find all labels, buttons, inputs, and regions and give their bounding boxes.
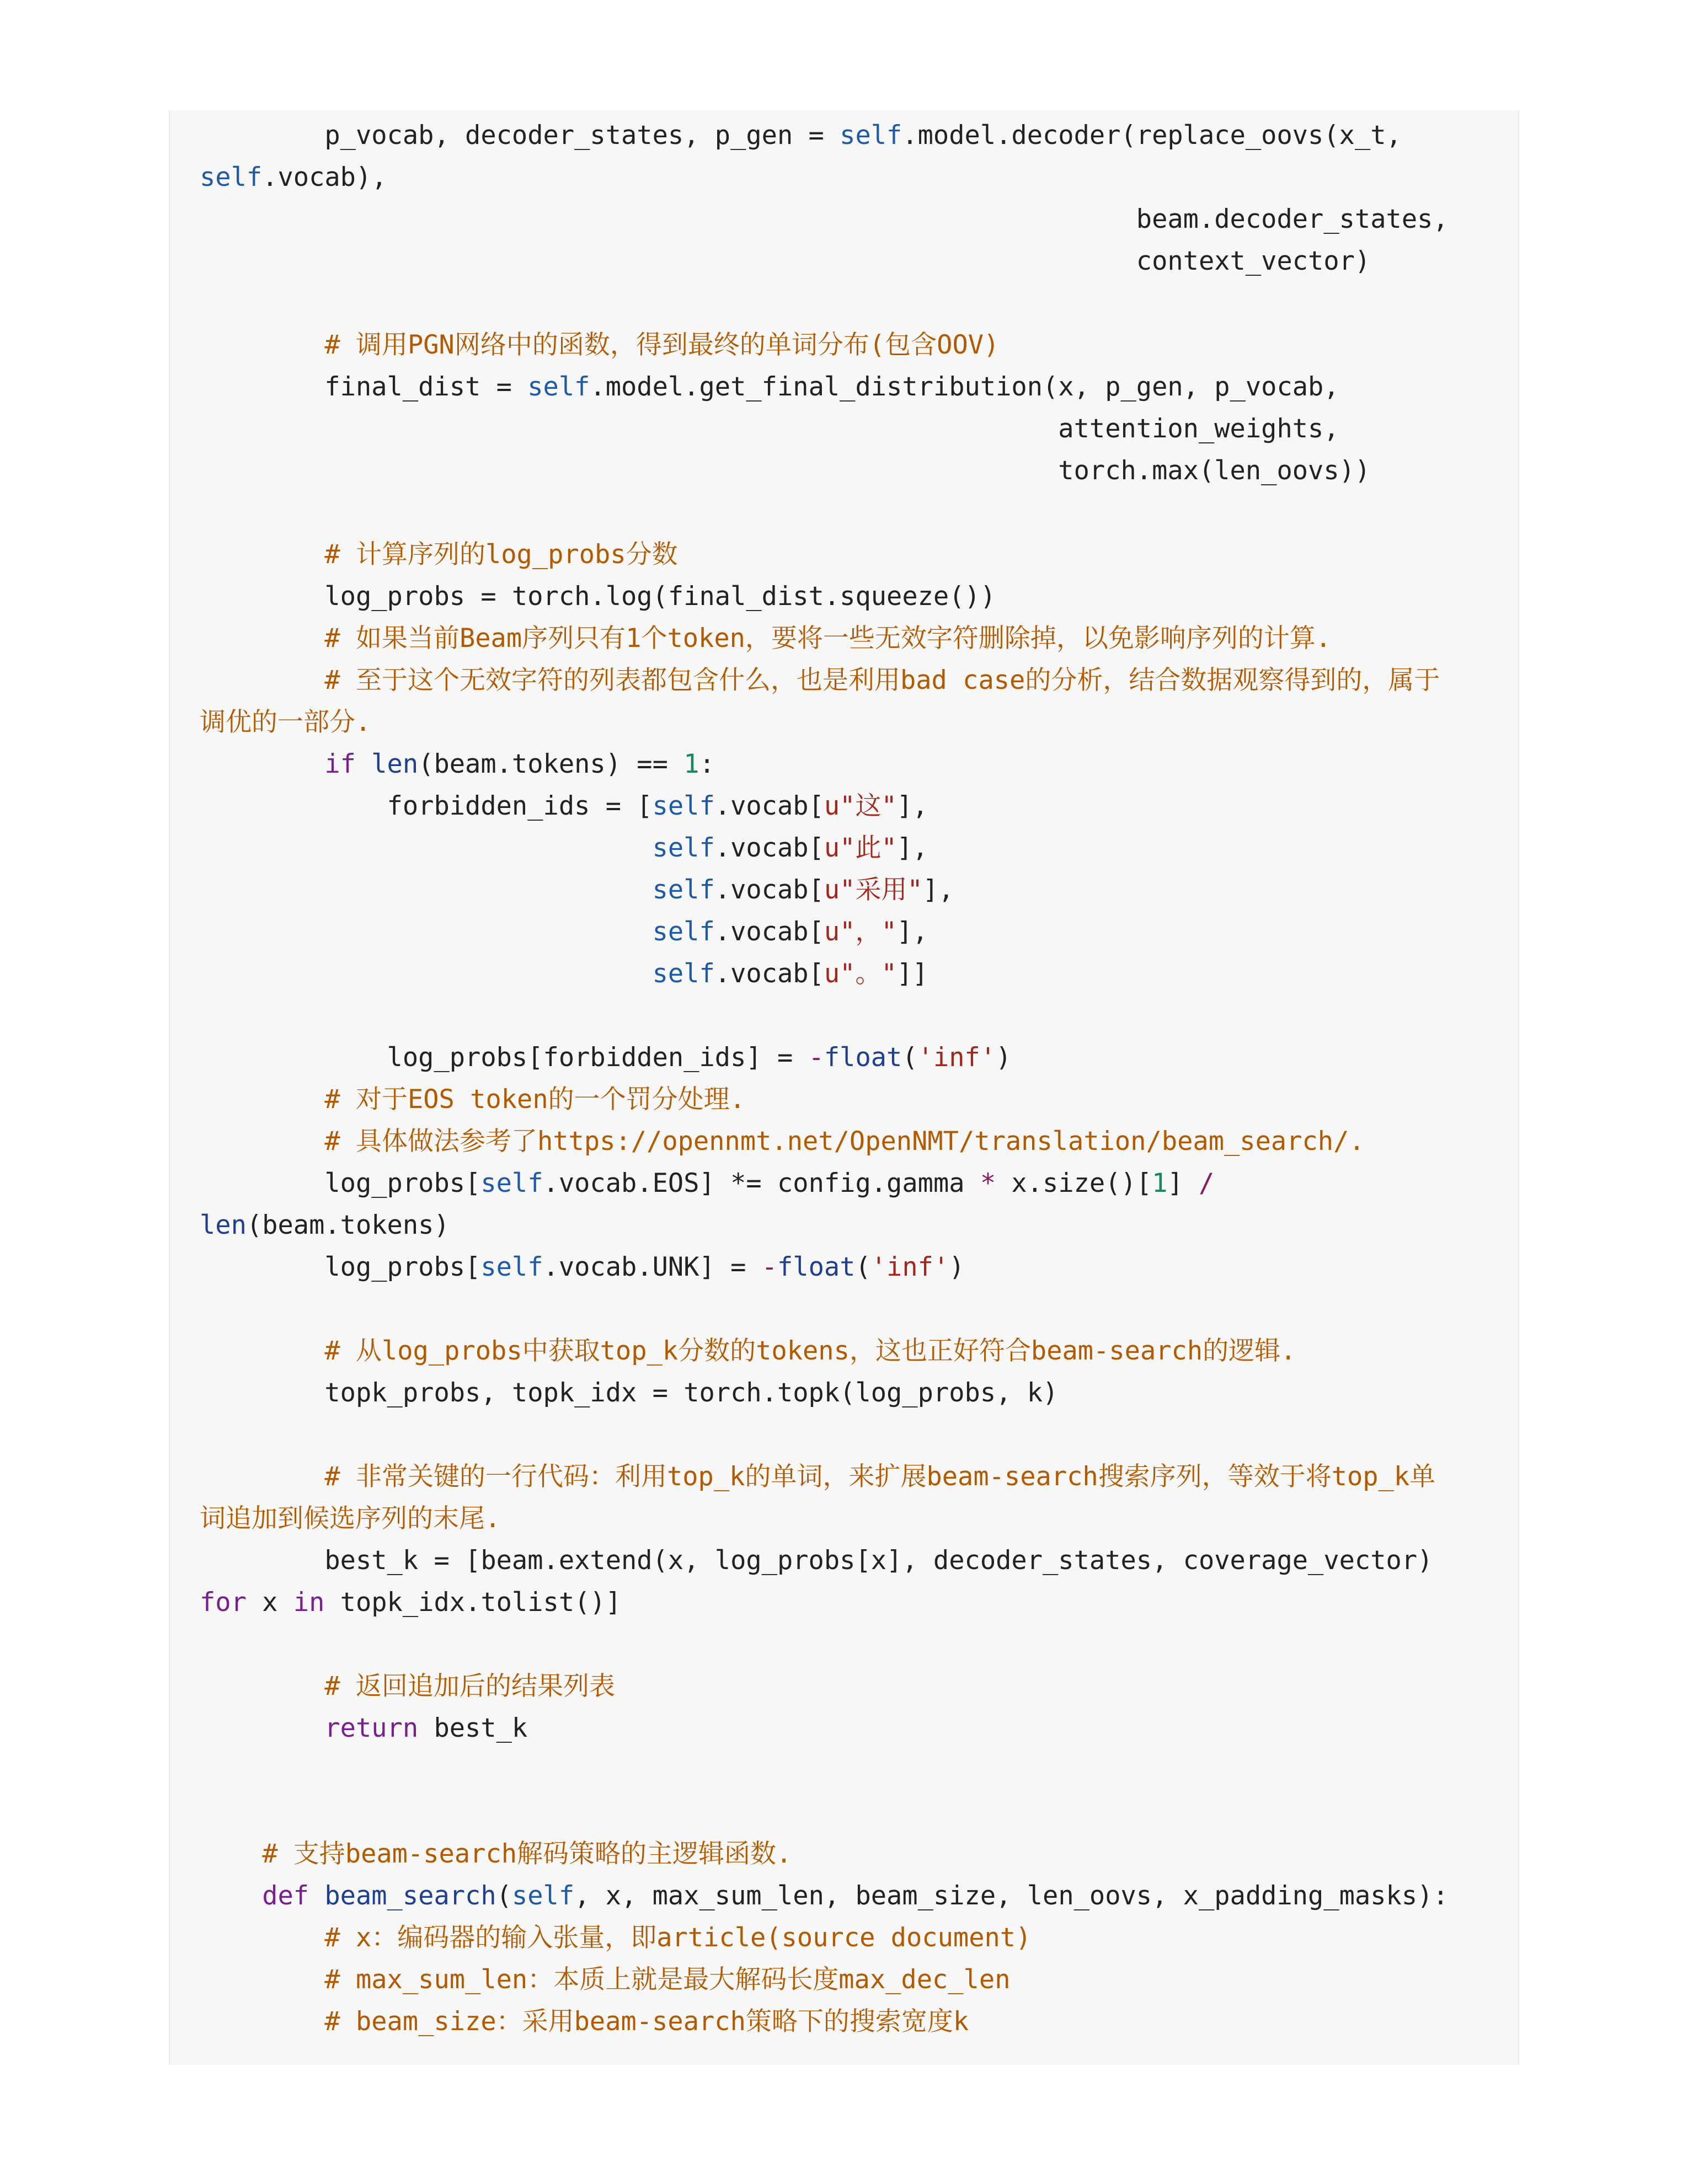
code-token: / [1199,1168,1215,1198]
code-token: in [293,1587,325,1618]
code-token: forbidden_ids = [ [200,791,653,821]
code-line [200,240,1449,282]
code-line [200,827,1449,869]
code-token [200,1126,324,1157]
code-token: self [480,1168,543,1198]
code-line [200,1037,1449,1079]
code-token: ) [996,1042,1012,1073]
code-token [200,2006,324,2037]
code-comment: # 支持beam-search解码策略的主逻辑函数. [262,1839,792,1869]
code-line [200,1707,1449,1749]
code-token: .vocab[ [714,791,824,821]
code-line [200,1414,1449,1456]
code-token [200,330,324,360]
code-token: len [200,1210,247,1240]
code-token: ( [496,1881,512,1911]
code-token: ] [1167,1168,1199,1198]
code-line [200,1288,1449,1330]
code-line [200,1875,1449,1917]
code-lines [200,115,1449,2043]
code-token [200,917,653,947]
code-token: x [246,1587,293,1618]
code-comment: # max_sum_len：本质上就是最大解码长度max_dec_len [324,1964,1011,1995]
code-token: self [652,959,715,989]
code-comment: 词追加到候选序列的末尾. [200,1503,501,1534]
code-token: log_probs = torch.log(final_dist.squeeze()) [200,581,996,612]
code-token [356,749,371,779]
code-comment: # 至于这个无效字符的列表都包含什么，也是利用bad case的分析，结合数据观察得到的，属于 [324,665,1440,695]
code-token: u"，" [824,917,897,947]
code-line [200,534,1449,576]
code-line [200,1666,1449,1707]
code-token: u"这" [824,791,897,821]
code-comment: # 如果当前Beam序列只有1个token，要将一些无效字符删除掉，以免影响序列的计算. [324,623,1332,654]
code-token: .vocab[ [714,917,824,947]
code-token: best_k = [beam.extend(x, log_probs[x], decoder_states, coverage_vector) [200,1545,1433,1576]
code-token: self [652,791,715,821]
code-token: (beam.tokens) [246,1210,450,1240]
code-line [200,450,1449,492]
code-token: log_probs[ [200,1252,481,1282]
code-token: topk_probs, topk_idx = torch.topk(log_probs, k) [200,1378,1059,1408]
code-token: final_dist = [200,372,528,402]
code-token [200,833,653,863]
code-line [200,869,1449,911]
code-line [200,1456,1449,1498]
code-token: self [652,917,715,947]
code-line [200,1959,1449,2001]
code-token [200,959,653,989]
code-line [200,743,1449,785]
code-token: beam.decoder_states, [200,204,1449,234]
code-line [200,492,1449,534]
code-line [200,576,1449,618]
code-line [200,911,1449,953]
code-token: u"。" [824,959,897,989]
code-token: p_vocab, decoder_states, p_gen = [200,120,840,151]
code-token: ( [855,1252,871,1282]
code-token: * [980,1168,996,1198]
code-line [200,1498,1449,1540]
code-line [200,660,1449,702]
code-token: beam_search [324,1881,496,1911]
code-token: .vocab[ [714,875,824,905]
code-token [200,1713,324,1743]
code-comment: # 调用PGN网络中的函数，得到最终的单词分布(包含OOV) [324,330,1000,360]
code-token: - [761,1252,777,1282]
code-line [200,1372,1449,1414]
code-token: float [824,1042,902,1073]
code-line [200,366,1449,408]
code-line [200,702,1449,743]
code-line [200,785,1449,827]
code-token [200,665,324,695]
code-token: 'inf' [917,1042,996,1073]
code-comment: # x：编码器的输入张量，即article(source document) [324,1923,1032,1953]
code-line [200,1917,1449,1959]
code-token [200,875,653,905]
code-line [200,1246,1449,1288]
code-token: self [511,1881,575,1911]
code-comment: # 具体做法参考了https://opennmt.net/OpenNMT/translation/beam_search/. [324,1126,1365,1157]
code-token: 1 [1152,1168,1168,1198]
code-line [200,1540,1449,1582]
code-token: ], [896,833,928,863]
code-token: .vocab.EOS] *= config.gamma [543,1168,980,1198]
code-token: log_probs[forbidden_ids] = [200,1042,809,1073]
code-token: self [200,162,263,192]
code-token: return [324,1713,419,1743]
code-comment: # beam_size：采用beam-search策略下的搜索宽度k [324,2006,969,2037]
code-comment: # 从log_probs中获取top_k分数的tokens，这也正好符合beam-search的逻辑. [324,1336,1296,1366]
code-line [200,1582,1449,1624]
code-token: def [262,1881,309,1911]
code-token: self [840,120,902,151]
code-line [200,1330,1449,1372]
code-token: x.size()[ [996,1168,1152,1198]
code-token [200,1923,324,1953]
code-line [200,953,1449,995]
code-token [200,1839,262,1869]
code-line [200,157,1449,199]
code-line [200,282,1449,324]
code-line [200,1079,1449,1121]
code-token [200,1084,324,1115]
code-token: u"此" [824,833,897,863]
code-line [200,199,1449,240]
code-token: if [324,749,356,779]
code-token: - [808,1042,824,1073]
code-token: .vocab[ [714,833,824,863]
code-line [200,324,1449,366]
code-token [200,623,324,654]
code-token: topk_idx.tolist()] [324,1587,622,1618]
code-token: self [527,372,590,402]
code-token [200,1671,324,1701]
code-token: log_probs[ [200,1168,481,1198]
code-token: .vocab), [262,162,387,192]
code-token: float [777,1252,856,1282]
code-token: attention_weights, [200,414,1339,444]
code-token [200,1881,262,1911]
code-token [200,1336,324,1366]
code-line [200,995,1449,1037]
code-token [200,1462,324,1492]
code-token: best_k [418,1713,528,1743]
code-token: ( [902,1042,918,1073]
code-token: ) [949,1252,965,1282]
code-line [200,115,1449,157]
code-token: , x, max_sum_len, beam_size, len_oovs, x_padding_masks): [574,1881,1449,1911]
code-token: context_vector) [200,246,1371,276]
code-token [200,1964,324,1995]
code-comment: # 对于EOS token的一个罚分处理. [324,1084,745,1115]
code-token: self [652,833,715,863]
code-token: .vocab[ [714,959,824,989]
code-token: .model.get_final_distribution(x, p_gen, p_vocab, [590,372,1339,402]
code-line [200,1121,1449,1163]
code-line [200,1624,1449,1666]
code-line [200,1791,1449,1833]
code-token: self [652,875,715,905]
code-token: 'inf' [870,1252,949,1282]
code-token [309,1881,324,1911]
code-token: for [200,1587,247,1618]
code-block [169,110,1519,2065]
code-token: 1 [683,749,699,779]
code-comment: # 返回追加后的结果列表 [324,1671,615,1701]
code-token: .model.decoder(replace_oovs(x_t, [902,120,1402,151]
code-line [200,618,1449,660]
code-line [200,408,1449,450]
code-token: ], [896,791,928,821]
code-comment: # 非常关键的一行代码：利用top_k的单词，来扩展beam-search搜索序列，等效于将top_k单 [324,1462,1436,1492]
code-token: u"采用" [824,875,923,905]
code-token: ]] [896,959,928,989]
code-line [200,1205,1449,1246]
code-line [200,1833,1449,1875]
code-token: ], [896,917,928,947]
code-token: .vocab.UNK] = [543,1252,762,1282]
code-line [200,1163,1449,1205]
code-line [200,1749,1449,1791]
code-comment: # 计算序列的log_probs分数 [324,539,678,570]
code-token [200,749,324,779]
code-token [200,539,324,570]
code-comment: 调优的一部分. [200,707,371,737]
code-line [200,2001,1449,2043]
code-token: (beam.tokens) == [418,749,684,779]
code-token: ], [922,875,954,905]
code-token: len [371,749,419,779]
code-token: torch.max(len_oovs)) [200,456,1371,486]
code-token: self [480,1252,543,1282]
code-token: : [699,749,715,779]
